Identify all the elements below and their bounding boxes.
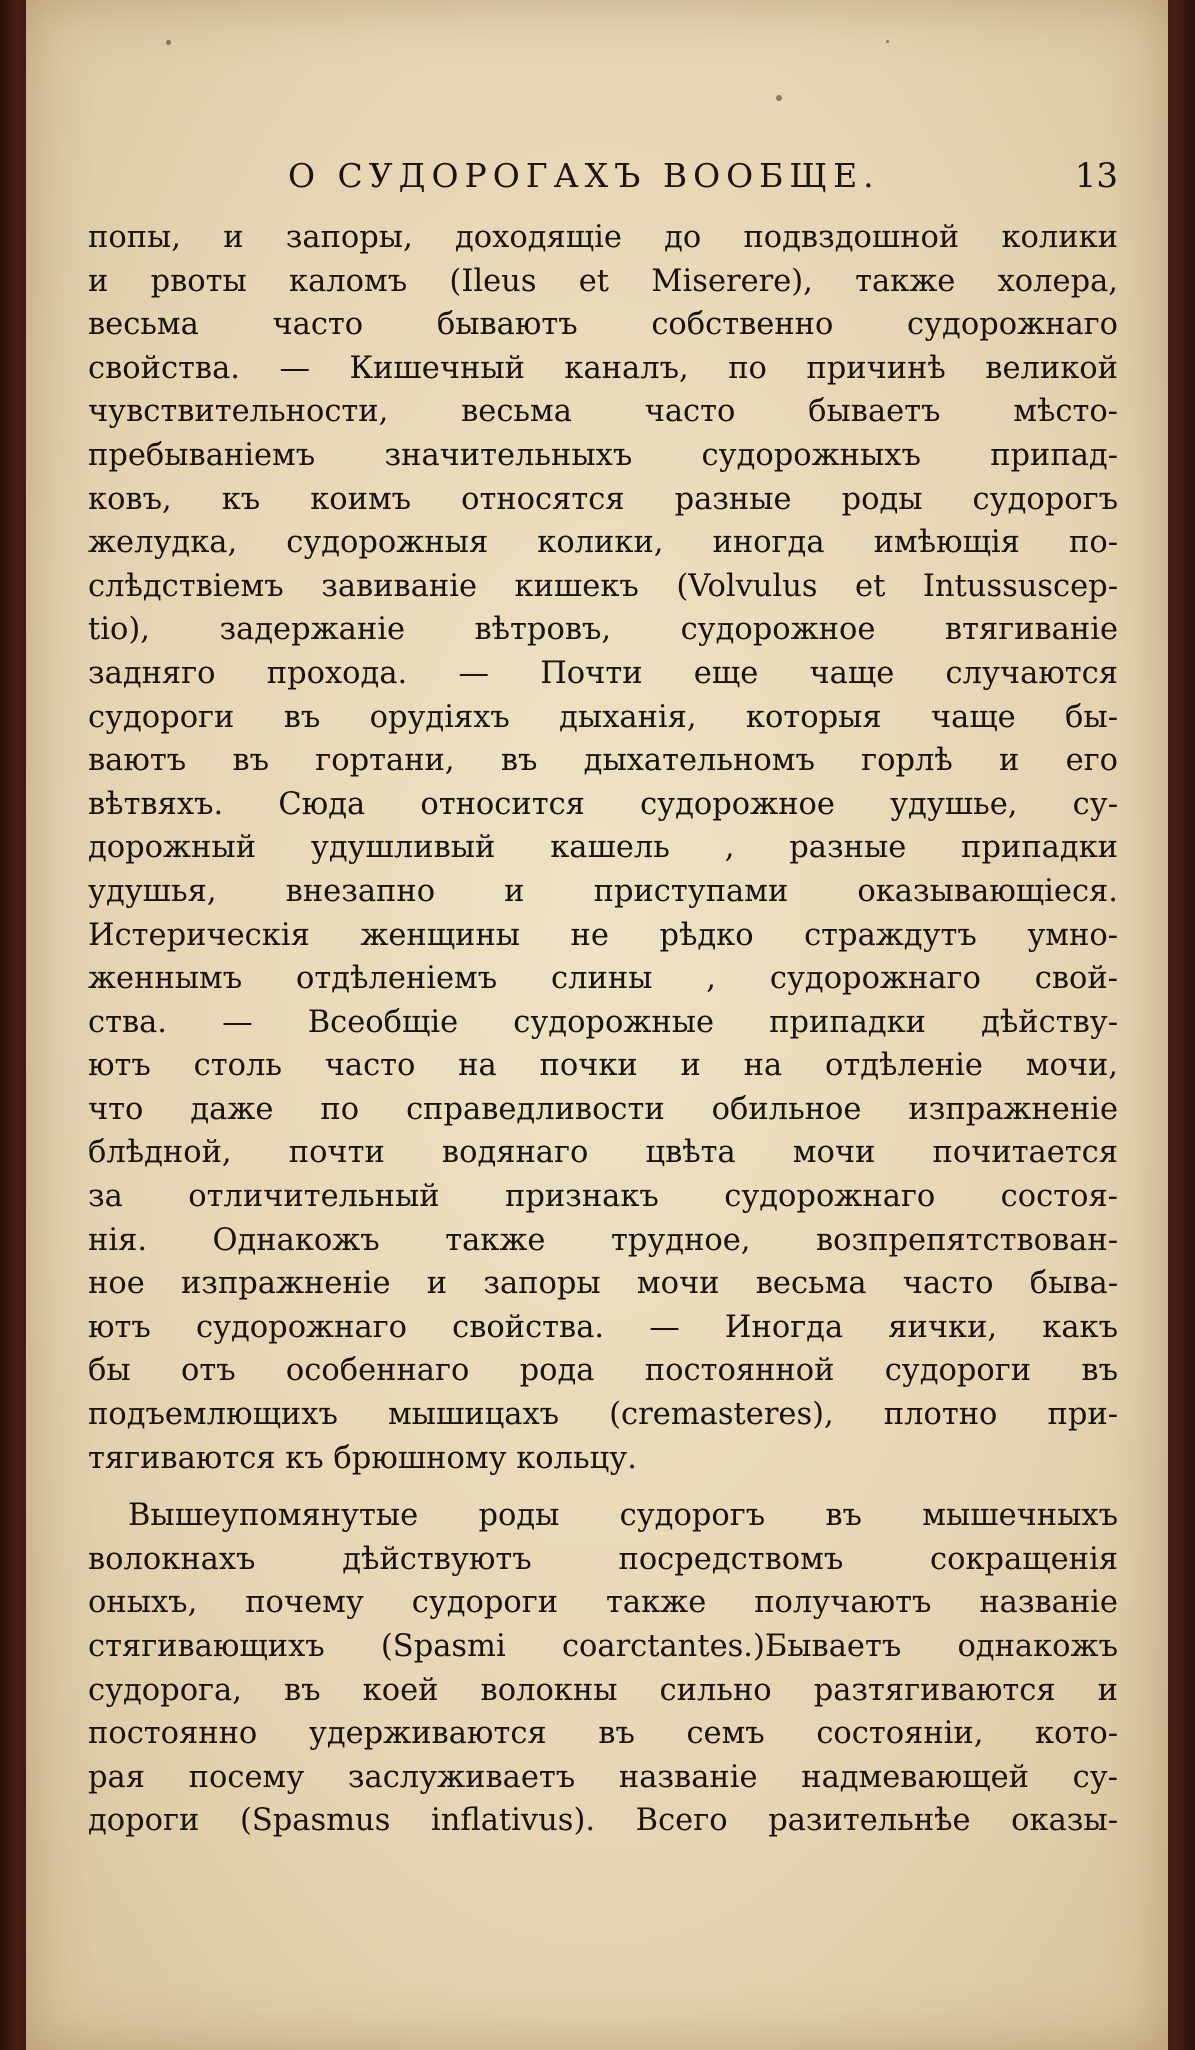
- text-line: вѣтвяхъ. Сюда относится судорожное удушье, су-: [88, 786, 1118, 822]
- text-line: ютъ судорожнаго свойства. — Иногда яички, какъ: [88, 1309, 1118, 1345]
- text-line: tio), задержаніе вѣтровъ, судорожное втягиваніе: [88, 612, 1118, 648]
- text-line: за отличительный признакъ судорожнаго состоя-: [88, 1179, 1118, 1215]
- text-line: подъемлющихъ мышицахъ (cremasteres), плотно при-: [88, 1397, 1118, 1433]
- text-line: дорожный удушливый кашель , разные припадки: [88, 830, 1118, 866]
- paragraph-gap: [88, 1480, 1118, 1494]
- text-line: бы отъ особеннаго рода постоянной судороги въ: [88, 1353, 1118, 1389]
- book-page: [26, 0, 1168, 2050]
- paper-speck: [166, 40, 171, 45]
- text-line: Истерическія женщины не рѣдко страждутъ умно-: [88, 917, 1118, 953]
- text-line: попы, и запоры, доходящіе до подвздошной колики: [88, 220, 1118, 255]
- text-line: тягиваются къ брюшному кольцу.: [88, 1440, 637, 1476]
- text-line: оныхъ, почему судороги также получаютъ названіе: [88, 1585, 1118, 1621]
- text-line: слѣдствіемъ завиваніе кишекъ (Volvulus et Intussuscep-: [88, 568, 1118, 604]
- text-line: весьма часто бываютъ собственно судорожнаго: [88, 307, 1118, 343]
- text-line: рая посему заслуживаетъ названіе надмевающей су-: [88, 1759, 1118, 1795]
- text-line: стягивающихъ (Spasmi coarctantes.)Бываетъ однакожъ: [88, 1629, 1118, 1664]
- text-line: задняго прохода. — Почти еще чаще случаются: [88, 655, 1118, 691]
- running-head: О СУДОРОГАХЪ ВООБЩЕ.: [288, 156, 880, 195]
- text-line: нія. Однакожъ также трудное, возпрепятствован-: [88, 1222, 1118, 1258]
- paper-speck: [886, 40, 889, 43]
- paragraph-1: [88, 216, 1118, 1480]
- text-line: волокнахъ дѣйствуютъ посредствомъ сокращенія: [88, 1541, 1118, 1577]
- text-line: ковъ, къ коимъ относятся разные роды судорогъ: [88, 481, 1118, 517]
- text-line: дороги (Spasmus inflativus). Всего разительнѣе оказы-: [88, 1803, 1118, 1839]
- text-line: ютъ столь часто на почки и на отдѣленіе мочи,: [88, 1048, 1118, 1084]
- text-line: свойства. — Кишечный каналъ, по причинѣ великой: [88, 350, 1118, 386]
- text-line: желудка, судорожныя колики, иногда имѣющія по-: [88, 525, 1118, 561]
- text-line: женнымъ отдѣленіемъ слины , судорожнаго свой-: [88, 961, 1118, 997]
- body-text: [88, 216, 1118, 1843]
- text-line: ное изпражненіе и запоры мочи весьма часто быва-: [88, 1266, 1118, 1302]
- text-line: что даже по справедливости обильное изпражненіе: [88, 1091, 1118, 1127]
- text-line: удушья, внезапно и приступами оказывающіеся.: [88, 873, 1118, 909]
- page-header: [88, 156, 1118, 216]
- text-line: Вышеупомянутые роды судорогъ въ мышечныхъ: [128, 1498, 1118, 1534]
- paragraph-2: [88, 1494, 1118, 1843]
- text-line: чувствительности, весьма часто бываетъ мѣсто-: [88, 394, 1118, 430]
- paper-speck: [776, 95, 782, 101]
- text-line: пребываніемъ значительныхъ судорожныхъ припад-: [88, 437, 1118, 473]
- text-line: и рвоты каломъ (Ileus et Miserere), также холера,: [88, 263, 1118, 299]
- page-number: 13: [1074, 156, 1118, 196]
- text-line: блѣдной, почти водянаго цвѣта мочи почитается: [88, 1135, 1118, 1171]
- text-line: судорога, въ коей волокны сильно разтягиваются и: [88, 1672, 1118, 1708]
- text-line: ства. — Всеобщіе судорожные припадки дѣйству-: [88, 1004, 1118, 1040]
- text-line: судороги въ орудіяхъ дыханія, которыя чаще бы-: [88, 699, 1118, 735]
- text-line: ваютъ въ гортани, въ дыхательномъ горлѣ и его: [88, 743, 1118, 779]
- text-line: постоянно удерживаются въ семъ состояніи, кото-: [88, 1716, 1118, 1752]
